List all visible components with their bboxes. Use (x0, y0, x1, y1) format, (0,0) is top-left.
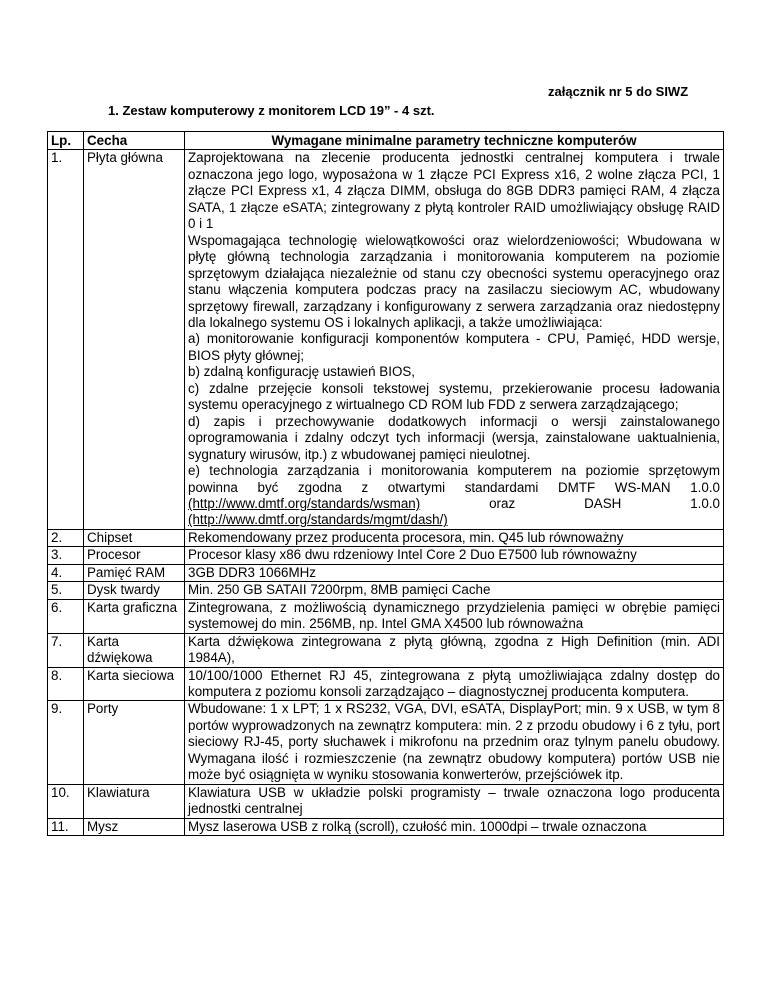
row-feature: Klawiatura (84, 784, 185, 818)
row-description: Mysz laserowa USB z rolką (scroll), czułość min. 1000dpi – trwale oznaczona (185, 818, 724, 835)
table-row (48, 150, 724, 529)
row-feature: Porty (84, 701, 185, 784)
mainboard-point-b: b) zdalną konfigurację ustawień BIOS, (188, 364, 416, 380)
annex-label: załącznik nr 5 do SIWZ (548, 84, 689, 99)
mainboard-point-e (188, 463, 720, 529)
row-lp: 2. (48, 529, 84, 546)
dash-link[interactable]: (http://www.dmtf.org/standards/mgmt/dash/) (188, 512, 448, 528)
wsman-link[interactable]: (http://www.dmtf.org/standards/wsman) (188, 495, 421, 511)
row-description: Karta dźwiękowa zintegrowana z płytą główną, zgodna z High Definition (min. ADI 1984A), (185, 633, 724, 667)
row-lp: 4. (48, 564, 84, 581)
row-description: Klawiatura USB w układzie polski programisty – trwale oznaczona logo producenta jednostki centralnej (185, 784, 724, 818)
row-feature: Karta dźwiękowa (84, 633, 185, 667)
row-description: Rekomendowany przez producenta procesora, min. Q45 lub równoważny (185, 529, 724, 546)
row-feature: Chipset (84, 529, 185, 546)
table-row (48, 701, 724, 784)
table-row (48, 633, 724, 667)
header-requirements: Wymagane minimalne parametry techniczne komputerów (185, 132, 724, 150)
row-description: Zintegrowana, z możliwością dynamicznego przydzielenia pamięci w obrębie pamięci systemowej do min. 256MB, np. Intel GMA X4500 lub równoważna (185, 599, 724, 633)
row-description (185, 150, 724, 529)
row-description: Procesor klasy x86 dwu rdzeniowy Intel Core 2 Duo E7500 lub równoważny (185, 547, 724, 564)
table-row (48, 667, 724, 701)
table-row (48, 582, 724, 599)
section-heading: 1. Zestaw komputerowy z monitorem LCD 19” - 4 szt. (108, 103, 435, 118)
row-feature: Karta sieciowa (84, 667, 185, 701)
mainboard-point-c: c) zdalne przejęcie konsoli tekstowej systemu, przekierowanie procesu ładowania systemu operacyjnego z wirtualnego CD ROM lub FDD z serwera zarządzającego; (188, 380, 720, 413)
point-e-and: oraz (489, 495, 516, 511)
row-lp: 10. (48, 784, 84, 818)
table-header-row (48, 132, 724, 150)
spec-table (47, 131, 724, 836)
table-row (48, 784, 724, 818)
row-lp: 9. (48, 701, 84, 784)
row-lp: 7. (48, 633, 84, 667)
table-row (48, 564, 724, 581)
row-description: 10/100/1000 Ethernet RJ 45, zintegrowana z płytą umożliwiająca zdalny dostęp do komputera z poziomu konsoli zarządzająco – diagnostycznej producenta komputera. (185, 667, 724, 701)
row-feature: Karta graficzna (84, 599, 185, 633)
row-lp: 5. (48, 582, 84, 599)
row-lp: 6. (48, 599, 84, 633)
row-lp: 8. (48, 667, 84, 701)
table-row (48, 529, 724, 546)
table-row (48, 818, 724, 835)
table-row (48, 547, 724, 564)
row-lp: 1. (48, 150, 84, 529)
row-feature: Pamięć RAM (84, 564, 185, 581)
row-feature: Mysz (84, 818, 185, 835)
point-e-text: e) technologia zarządzania i monitorowania komputerem na poziomie sprzętowym powinna być zgodna z otwartymi standardami DMTF WS-MAN 1.0.0 (188, 463, 720, 495)
row-feature: Płyta główna (84, 150, 185, 529)
mainboard-paragraph: Wspomagająca technologię wielowątkowości oraz wielordzeniowości; Wbudowana w płytę główną technologia zarządzania i monitorowania komputerem na poziomie sprzętowym działająca niezależnie od stanu czy obecności systemu operacyjnego oraz stanu włączenia komputera podczas pracy na zasilaczu sieciowym AC, wbudowany sprzętowy firewall, zarządzany i konfigurowany z serwera zarządzania oraz niedostępny dla lokalnego systemu OS i lokalnych aplikacji, a także umożliwiająca: (188, 232, 720, 330)
row-lp: 3. (48, 547, 84, 564)
table-row (48, 599, 724, 633)
mainboard-point-a: a) monitorowanie konfiguracji komponentów komputera - CPU, Pamięć, HDD wersje, BIOS płyty głównej; (188, 331, 720, 363)
row-description: 3GB DDR3 1066MHz (185, 564, 724, 581)
row-lp: 11. (48, 818, 84, 835)
point-e-dash: DASH 1.0.0 (584, 495, 720, 511)
header-feature: Cecha (84, 132, 185, 150)
row-feature: Procesor (84, 547, 185, 564)
mainboard-paragraph: Zaprojektowana na zlecenie producenta jednostki centralnej komputera i trwale oznaczona jego logo, wyposażona w 1 złącze PCI Express x16, 2 wolne złącza PCI, 1 złącze PCI Express x1, 4 złącza DIMM, obsługa do 8GB DDR3 pamięci RAM, 4 złącza SATA, 1 złącze eSATA; zintegrowany z płytą kontroler RAID umożliwiający obsługę RAID 0 i 1 (188, 150, 720, 232)
header-lp: Lp. (48, 132, 84, 150)
row-description: Min. 250 GB SATAII 7200rpm, 8MB pamięci Cache (185, 582, 724, 599)
mainboard-point-d: d) zapis i przechowywanie dodatkowych informacji o wersji zainstalowanego oprogramowania i zdalny odczyt tych informacji (wersja, zainstalowane uaktualnienia, sygnatury wirusów, itp.) z wbudowanej pamięci nieulotnej. (188, 413, 720, 462)
row-description: Wbudowane: 1 x LPT; 1 x RS232, VGA, DVI, eSATA, DisplayPort; min. 9 x USB, w tym 8 portów wyprowadzonych na zewnątrz komputera: min. 2 z przodu obudowy i 6 z tyłu, port sieciowy RJ-45, porty słuchawek i mikrofonu na przednim oraz tylnym panelu obudowy. Wymagana ilość i rozmieszczenie (na zewnątrz obudowy komputera) portów USB nie może być osiągnięta w wyniku stosowania konwerterów, przejściówek itp. (185, 701, 724, 784)
row-feature: Dysk twardy (84, 582, 185, 599)
